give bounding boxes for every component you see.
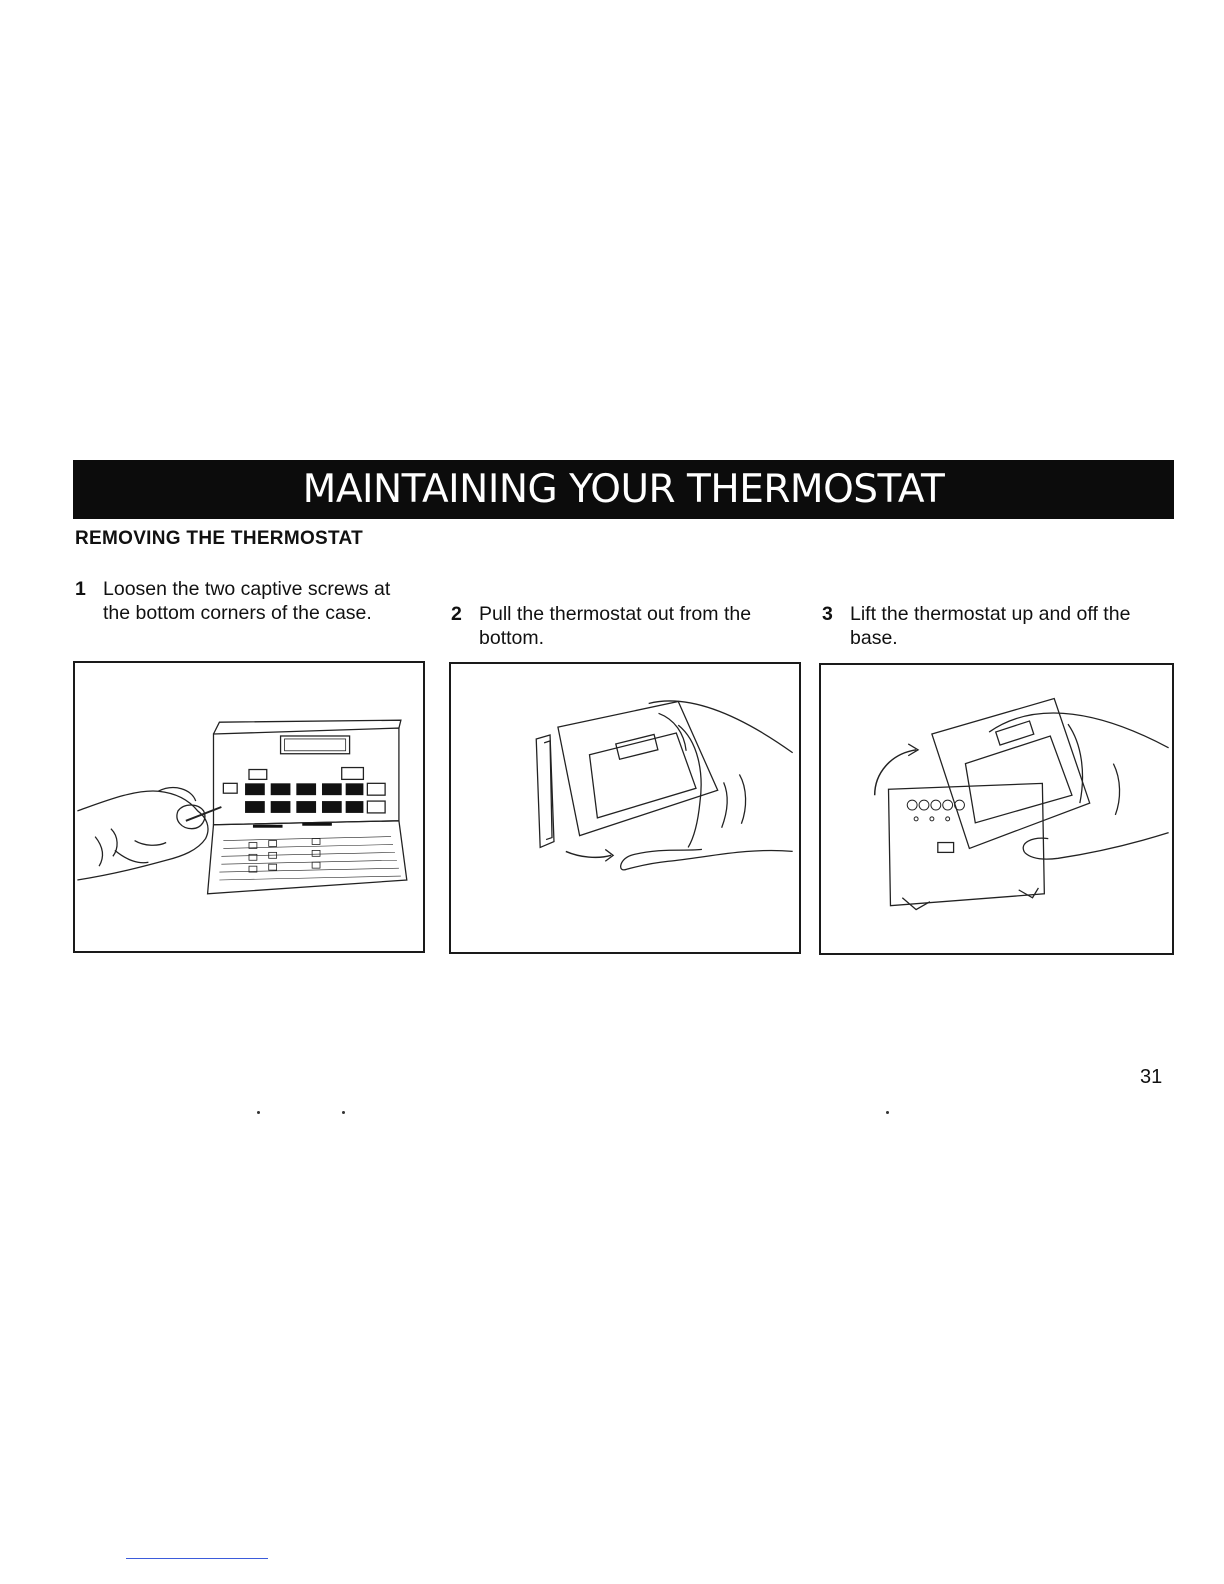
step-2-number: 2 <box>451 603 462 625</box>
step-3 <box>822 602 1174 650</box>
scan-speck <box>257 1111 260 1114</box>
illustration-lift-thermostat <box>819 663 1174 955</box>
step-2-text: Pull the thermostat out from the bottom. <box>479 603 752 649</box>
step-1-text: Loosen the two captive screws at the bottom corners of the case. <box>103 578 391 624</box>
step-1-number: 1 <box>75 578 86 600</box>
thermostat-lift-drawing <box>821 665 1172 953</box>
step-3-number: 3 <box>822 603 833 625</box>
thermostat-screwdriver-drawing <box>75 663 423 951</box>
step-1 <box>75 577 415 625</box>
illustration-pull-thermostat <box>449 662 801 954</box>
title-banner <box>73 460 1174 519</box>
illustration-loosen-screws <box>73 661 425 953</box>
page-title: MAINTAINING YOUR THERMOSTAT <box>302 467 945 512</box>
scan-speck <box>342 1111 345 1114</box>
section-heading: REMOVING THE THERMOSTAT <box>75 528 364 549</box>
page-number: 31 <box>1140 1066 1163 1088</box>
step-3-text: Lift the thermostat up and off the base. <box>850 603 1131 649</box>
thermostat-pull-drawing <box>451 664 799 952</box>
scan-speck <box>886 1111 889 1114</box>
footer-rule <box>126 1558 268 1559</box>
step-2 <box>451 602 801 650</box>
